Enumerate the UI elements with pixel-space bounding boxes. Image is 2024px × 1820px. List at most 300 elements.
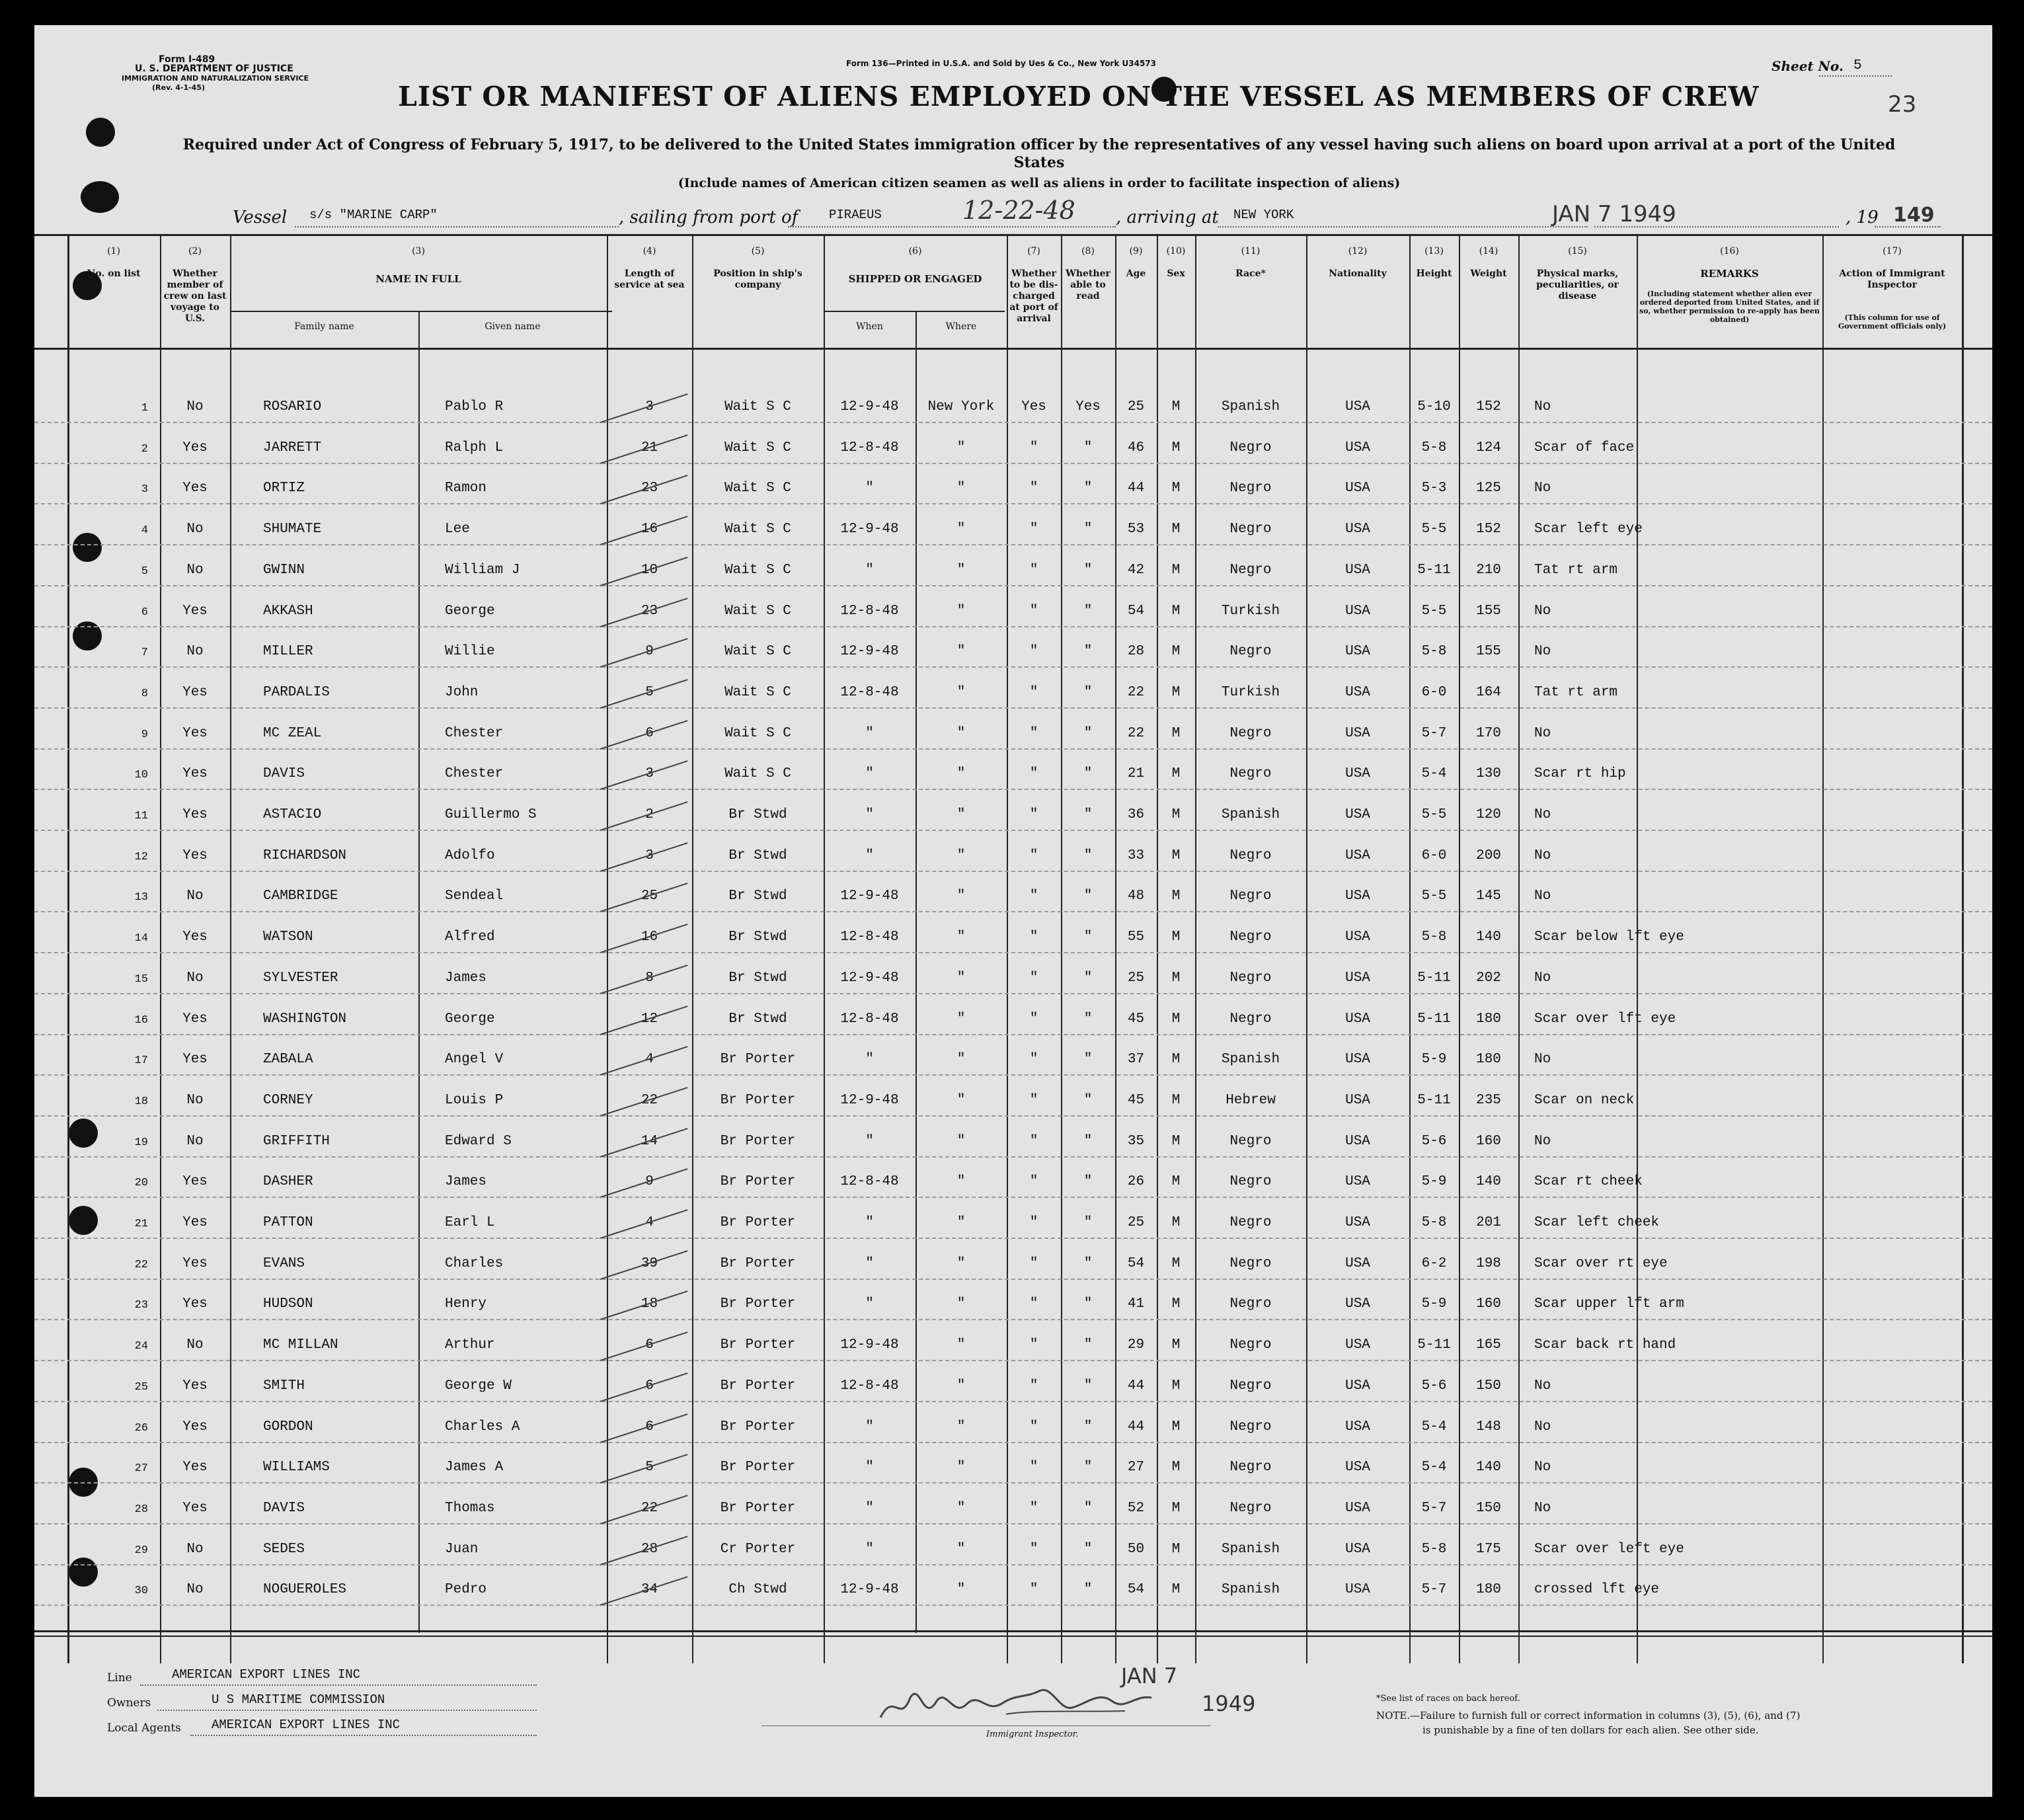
cell-age: 45: [1127, 1093, 1145, 1108]
cell-discharged: ": [1029, 1296, 1038, 1312]
cell-height: 5-10: [1417, 399, 1451, 415]
cell-no: 28: [134, 1503, 148, 1516]
cell-sex: M: [1171, 1174, 1181, 1189]
cell-given: John: [445, 685, 479, 700]
crew-row: [34, 1000, 1992, 1041]
cell-age: 21: [1127, 766, 1145, 781]
cell-age: 29: [1127, 1337, 1145, 1353]
cell-prev: No: [186, 1542, 204, 1557]
cell-prev: Yes: [182, 1215, 208, 1230]
cell-read: ": [1083, 1337, 1093, 1353]
inspector-line: [761, 1725, 1211, 1726]
cell-nationality: USA: [1345, 1052, 1370, 1067]
cell-discharged: ": [1029, 930, 1038, 945]
cell-service: 6: [645, 726, 654, 741]
column-header: Action of Immigrant Inspector: [1839, 268, 1945, 290]
crew-row: [34, 1203, 1992, 1244]
column-number: (1): [107, 246, 120, 257]
cell-service: 5: [645, 1460, 654, 1475]
cell-weight: 124: [1476, 440, 1501, 455]
cell-race: Negro: [1229, 1460, 1272, 1475]
cell-weight: 210: [1476, 563, 1501, 578]
cell-given: Earl L: [445, 1215, 495, 1230]
cell-discharged: ": [1029, 1174, 1038, 1189]
cell-weight: 202: [1476, 970, 1501, 986]
cell-read: ": [1083, 1582, 1093, 1597]
cell-sex: M: [1171, 889, 1181, 904]
cell-given: Pedro: [445, 1582, 487, 1597]
cell-race: Negro: [1229, 563, 1272, 578]
cell-no: 16: [134, 1014, 148, 1027]
cell-race: Turkish: [1221, 685, 1280, 700]
row-rule: [34, 1034, 1992, 1035]
cell-family: JARRETT: [263, 440, 322, 455]
cell-nationality: USA: [1345, 1093, 1370, 1108]
cell-family: WATSON: [263, 930, 313, 945]
column-header: Sex: [1167, 268, 1185, 279]
cell-no: 3: [141, 483, 148, 496]
cell-height: 5-9: [1421, 1052, 1447, 1067]
cell-position: Br Porter: [720, 1174, 796, 1189]
cell-discharged: ": [1029, 1419, 1038, 1435]
cell-no: 19: [134, 1136, 148, 1149]
cell-race: Negro: [1229, 970, 1272, 986]
row-rule: [34, 1482, 1992, 1484]
cell-given: Charles: [445, 1256, 504, 1271]
cell-prev: Yes: [182, 1174, 208, 1189]
cell-service: 9: [645, 644, 654, 659]
cell-discharged: ": [1029, 766, 1038, 781]
arrival-port: NEW YORK: [1233, 208, 1294, 222]
column-header: SHIPPED OR ENGAGED: [848, 273, 982, 285]
cell-discharged: ": [1029, 807, 1038, 822]
cell-sex: M: [1171, 1256, 1181, 1271]
cell-position: Wait S C: [724, 522, 791, 537]
crew-row: [34, 836, 1992, 877]
cell-no: 15: [134, 973, 148, 986]
cell-when: 12-9-48: [840, 399, 899, 415]
cell-given: Ramon: [445, 481, 487, 496]
crew-row: [34, 795, 1992, 836]
cell-sex: M: [1171, 1052, 1181, 1067]
cell-service: 4: [645, 1215, 654, 1230]
cell-position: Wait S C: [724, 604, 791, 619]
column-header: Whether able to read: [1066, 268, 1110, 301]
cell-sex: M: [1171, 1419, 1181, 1435]
cell-when: ": [865, 807, 874, 822]
column-number: (6): [908, 246, 922, 257]
cell-age: 44: [1127, 1419, 1145, 1435]
cell-height: 6-2: [1421, 1256, 1447, 1271]
name-subheader-border: [230, 311, 612, 312]
cell-position: Wait S C: [724, 481, 791, 496]
column-number: (11): [1241, 246, 1261, 257]
cell-height: 5-9: [1421, 1174, 1447, 1189]
cell-no: 13: [134, 891, 148, 904]
cell-nationality: USA: [1345, 1419, 1370, 1435]
cell-when: ": [865, 1501, 874, 1516]
cell-race: Spanish: [1221, 1542, 1280, 1557]
cell-weight: 160: [1476, 1296, 1501, 1312]
cell-service: 21: [641, 440, 658, 455]
cell-given: Arthur: [445, 1337, 495, 1353]
column-number: (4): [642, 246, 656, 257]
cell-where: ": [956, 522, 966, 537]
row-rule: [34, 1401, 1992, 1402]
cell-prev: Yes: [182, 1052, 208, 1067]
cell-nationality: USA: [1345, 889, 1370, 904]
line-value: AMERICAN EXPORT LINES INC: [172, 1667, 361, 1682]
row-rule: [34, 789, 1992, 790]
cell-marks: Scar of face: [1534, 440, 1635, 455]
cell-where: ": [956, 1337, 966, 1353]
local-agents-value: AMERICAN EXPORT LINES INC: [212, 1718, 401, 1732]
row-rule: [34, 1115, 1992, 1117]
cell-age: 22: [1127, 726, 1145, 741]
cell-position: Wait S C: [724, 399, 791, 415]
cell-race: Negro: [1229, 644, 1272, 659]
cell-family: AKKASH: [263, 604, 313, 619]
vessel-line: [295, 226, 619, 227]
cell-height: 5-6: [1421, 1134, 1447, 1149]
cell-age: 25: [1127, 399, 1145, 415]
line-label: Line: [107, 1671, 132, 1684]
cell-read: ": [1083, 522, 1093, 537]
cell-when: ": [865, 766, 874, 781]
cell-nationality: USA: [1345, 726, 1370, 741]
cell-discharged: ": [1029, 685, 1038, 700]
row-rule: [34, 993, 1992, 994]
cell-marks: Scar left eye: [1534, 522, 1643, 537]
cell-when: ": [865, 1419, 874, 1435]
column-number: (7): [1027, 246, 1040, 257]
cell-position: Br Stwd: [728, 930, 787, 945]
cell-position: Br Stwd: [728, 807, 787, 822]
cell-no: 9: [141, 729, 148, 741]
cell-no: 21: [134, 1218, 148, 1230]
document-title: LIST OR MANIFEST OF ALIENS EMPLOYED ON THE VESSEL AS MEMBERS OF CREW: [398, 81, 1760, 112]
row-rule: [34, 707, 1992, 709]
cell-nationality: USA: [1345, 1296, 1370, 1312]
penalty-note-cont: is punishable by a fine of ten dollars for each alien. See other side.: [1422, 1724, 1759, 1736]
column-number: (13): [1424, 246, 1444, 257]
cell-service: 28: [641, 1542, 658, 1557]
cell-family: ASTACIO: [263, 807, 322, 822]
cell-weight: 235: [1476, 1093, 1501, 1108]
row-rule: [34, 952, 1992, 953]
cell-marks: No: [1534, 1378, 1551, 1394]
cell-family: SEDES: [263, 1542, 305, 1557]
cell-sex: M: [1171, 1011, 1181, 1027]
cell-where: ": [956, 440, 966, 455]
cell-prev: Yes: [182, 1419, 208, 1435]
cell-family: WILLIAMS: [263, 1460, 330, 1475]
cell-read: ": [1083, 807, 1093, 822]
cell-when: 12-9-48: [840, 1093, 899, 1108]
cell-where: ": [956, 644, 966, 659]
cell-sex: M: [1171, 522, 1181, 537]
cell-no: 24: [134, 1340, 148, 1353]
cell-race: Negro: [1229, 1501, 1272, 1516]
cell-given: Chester: [445, 726, 504, 741]
table-bottom-border-2: [34, 1636, 1992, 1637]
printer-line: Form 136—Printed in U.S.A. and Sold by Ues & Co., New York U34573: [846, 59, 1157, 68]
cell-given: William J: [445, 563, 520, 578]
column-header: REMARKS: [1700, 268, 1759, 280]
cell-where: ": [956, 1542, 966, 1557]
column-subheader: Given name: [485, 321, 541, 332]
cell-age: 36: [1127, 807, 1145, 822]
shipped-subheader-border: [824, 311, 1005, 312]
cell-sex: M: [1171, 930, 1181, 945]
cell-age: 35: [1127, 1134, 1145, 1149]
cell-nationality: USA: [1345, 1337, 1370, 1353]
cell-discharged: ": [1029, 1215, 1038, 1230]
cell-given: Willie: [445, 644, 495, 659]
cell-given: James: [445, 1174, 487, 1189]
cell-height: 5-7: [1421, 1582, 1447, 1597]
cell-family: DASHER: [263, 1174, 313, 1189]
cell-discharged: ": [1029, 1378, 1038, 1394]
cell-marks: No: [1534, 1460, 1551, 1475]
cell-given: Chester: [445, 766, 504, 781]
cell-given: Thomas: [445, 1501, 495, 1516]
cell-position: Br Porter: [720, 1378, 796, 1394]
cell-prev: No: [186, 399, 204, 415]
cell-nationality: USA: [1345, 1378, 1370, 1394]
cell-race: Negro: [1229, 1378, 1272, 1394]
column-header: NAME IN FULL: [375, 273, 461, 285]
crew-row: [34, 918, 1992, 959]
cell-where: ": [956, 1052, 966, 1067]
column-header: Race*: [1235, 268, 1266, 279]
column-header-note: (This column for use of Government officials only): [1838, 313, 1947, 331]
cell-nationality: USA: [1345, 481, 1370, 496]
cell-prev: Yes: [182, 685, 208, 700]
cell-family: MC MILLAN: [263, 1337, 338, 1353]
row-rule: [34, 503, 1992, 504]
cell-weight: 180: [1476, 1011, 1501, 1027]
cell-when: ": [865, 726, 874, 741]
cell-race: Spanish: [1221, 399, 1280, 415]
cell-height: 5-11: [1417, 1337, 1451, 1353]
crew-row: [34, 1040, 1992, 1081]
cell-no: 4: [141, 524, 148, 537]
crew-row: [34, 592, 1992, 633]
inspection-date-stamp: JAN 7: [1121, 1663, 1178, 1688]
cell-race: Negro: [1229, 1256, 1272, 1271]
cell-sex: M: [1171, 807, 1181, 822]
cell-marks: Scar rt hip: [1534, 766, 1626, 781]
cell-prev: No: [186, 1337, 204, 1353]
column-number: (5): [751, 246, 765, 257]
cell-service: 22: [641, 1501, 658, 1516]
cell-race: Negro: [1229, 1174, 1272, 1189]
cell-sex: M: [1171, 766, 1181, 781]
cell-age: 25: [1127, 970, 1145, 986]
cell-discharged: ": [1029, 1542, 1038, 1557]
cell-age: 42: [1127, 563, 1145, 578]
cell-prev: Yes: [182, 440, 208, 455]
sailing-port: PIRAEUS: [829, 208, 882, 222]
cell-read: ": [1083, 889, 1093, 904]
cell-given: Alfred: [445, 930, 495, 945]
cell-marks: Scar upper lft arm: [1534, 1296, 1684, 1312]
cell-position: Br Porter: [720, 1337, 796, 1353]
row-rule: [34, 1604, 1992, 1606]
cell-discharged: ": [1029, 970, 1038, 986]
cell-read: ": [1083, 970, 1093, 986]
row-rule: [34, 463, 1992, 464]
cell-when: ": [865, 1296, 874, 1312]
cell-when: 12-8-48: [840, 1174, 899, 1189]
cell-discharged: ": [1029, 1501, 1038, 1516]
cell-family: PATTON: [263, 1215, 313, 1230]
manifest-sheet: [34, 25, 1992, 1797]
cell-position: Wait S C: [724, 766, 791, 781]
row-rule: [34, 1442, 1992, 1443]
cell-position: Br Porter: [720, 1419, 796, 1435]
cell-sex: M: [1171, 604, 1181, 619]
cell-given: Guillermo S: [445, 807, 537, 822]
cell-service: 22: [641, 1093, 658, 1108]
column-subheader: Family name: [294, 321, 354, 332]
cell-position: Cr Porter: [720, 1542, 796, 1557]
cell-read: ": [1083, 440, 1093, 455]
crew-row: [34, 1570, 1992, 1611]
column-number: (3): [412, 246, 425, 257]
cell-position: Br Stwd: [728, 848, 787, 863]
cell-discharged: ": [1029, 1256, 1038, 1271]
cell-nationality: USA: [1345, 1134, 1370, 1149]
cell-sex: M: [1171, 563, 1181, 578]
cell-read: ": [1083, 1174, 1093, 1189]
cell-service: 10: [641, 563, 658, 578]
cell-when: 12-8-48: [840, 930, 899, 945]
cell-nationality: USA: [1345, 1174, 1370, 1189]
sheet-number-line: [1819, 75, 1892, 77]
cell-weight: 170: [1476, 726, 1501, 741]
cell-no: 6: [141, 606, 148, 619]
crew-row: [34, 510, 1992, 551]
cell-race: Hebrew: [1226, 1093, 1276, 1108]
row-rule: [34, 748, 1992, 750]
cell-family: SHUMATE: [263, 522, 322, 537]
cell-service: 25: [641, 889, 658, 904]
cell-nationality: USA: [1345, 1460, 1370, 1475]
cell-service: 34: [641, 1582, 658, 1597]
cell-age: 33: [1127, 848, 1145, 863]
cell-race: Negro: [1229, 766, 1272, 781]
cell-prev: Yes: [182, 766, 208, 781]
form-number: Form I-489: [159, 54, 215, 65]
cell-discharged: Yes: [1021, 399, 1046, 415]
cell-where: ": [956, 726, 966, 741]
cell-read: ": [1083, 644, 1093, 659]
cell-weight: 155: [1476, 644, 1501, 659]
cell-prev: Yes: [182, 1501, 208, 1516]
cell-discharged: ": [1029, 481, 1038, 496]
cell-marks: Scar over lft eye: [1534, 1011, 1676, 1027]
cell-family: MILLER: [263, 644, 313, 659]
cell-no: 18: [134, 1095, 148, 1108]
cell-marks: Scar over left eye: [1534, 1542, 1684, 1557]
cell-family: MC ZEAL: [263, 726, 322, 741]
cell-when: ": [865, 848, 874, 863]
cell-age: 44: [1127, 481, 1145, 496]
cell-prev: No: [186, 644, 204, 659]
cell-where: ": [956, 1011, 966, 1027]
cell-no: 22: [134, 1259, 148, 1271]
cell-position: Br Stwd: [728, 1011, 787, 1027]
cell-height: 5-11: [1417, 970, 1451, 986]
cell-when: 12-8-48: [840, 1378, 899, 1394]
cell-when: 12-9-48: [840, 970, 899, 986]
cell-read: ": [1083, 604, 1093, 619]
cell-discharged: ": [1029, 440, 1038, 455]
crew-row: [34, 1285, 1992, 1325]
cell-race: Negro: [1229, 1011, 1272, 1027]
cell-race: Negro: [1229, 1419, 1272, 1435]
cell-weight: 155: [1476, 604, 1501, 619]
cell-where: New York: [927, 399, 995, 415]
column-header-note: (Including statement whether alien ever ordered deported from United States, and if so, whether permission to re-apply has been obtained): [1639, 290, 1820, 324]
owners-value: U S MARITIME COMMISSION: [212, 1692, 385, 1707]
cell-position: Wait S C: [724, 644, 791, 659]
row-rule: [34, 871, 1992, 872]
cell-prev: Yes: [182, 726, 208, 741]
row-rule: [34, 1564, 1992, 1565]
cell-position: Br Porter: [720, 1256, 796, 1271]
cell-weight: 175: [1476, 1542, 1501, 1557]
inspector-label: Immigrant Inspector.: [986, 1729, 1079, 1739]
sheet-number-label: Sheet No.: [1771, 58, 1844, 74]
row-rule: [34, 585, 1992, 586]
cell-age: 37: [1127, 1052, 1145, 1067]
cell-prev: Yes: [182, 1296, 208, 1312]
vessel-label: Vessel: [233, 208, 288, 227]
cell-discharged: ": [1029, 1134, 1038, 1149]
cell-sex: M: [1171, 1337, 1181, 1353]
cell-given: George: [445, 604, 495, 619]
cell-given: Henry: [445, 1296, 487, 1312]
cell-height: 5-7: [1421, 1501, 1447, 1516]
cell-read: ": [1083, 726, 1093, 741]
cell-when: ": [865, 1134, 874, 1149]
cell-read: ": [1083, 1460, 1093, 1475]
cell-weight: 200: [1476, 848, 1501, 863]
cell-given: Pablo R: [445, 399, 504, 415]
sheet-number-value: 5: [1853, 58, 1862, 73]
cell-given: Juan: [445, 1542, 479, 1557]
cell-nationality: USA: [1345, 522, 1370, 537]
cell-prev: No: [186, 889, 204, 904]
cell-sex: M: [1171, 1093, 1181, 1108]
cell-sex: M: [1171, 399, 1181, 415]
cell-age: 22: [1127, 685, 1145, 700]
cell-age: 28: [1127, 644, 1145, 659]
cell-height: 5-3: [1421, 481, 1447, 496]
cell-service: 3: [645, 848, 654, 863]
cell-prev: Yes: [182, 848, 208, 863]
row-rule: [34, 422, 1992, 423]
cell-where: ": [956, 970, 966, 986]
cell-nationality: USA: [1345, 563, 1370, 578]
arriving-line: [1218, 226, 1588, 227]
crew-row: [34, 551, 1992, 592]
local-agents-label: Local Agents: [107, 1721, 181, 1735]
cell-position: Wait S C: [724, 726, 791, 741]
